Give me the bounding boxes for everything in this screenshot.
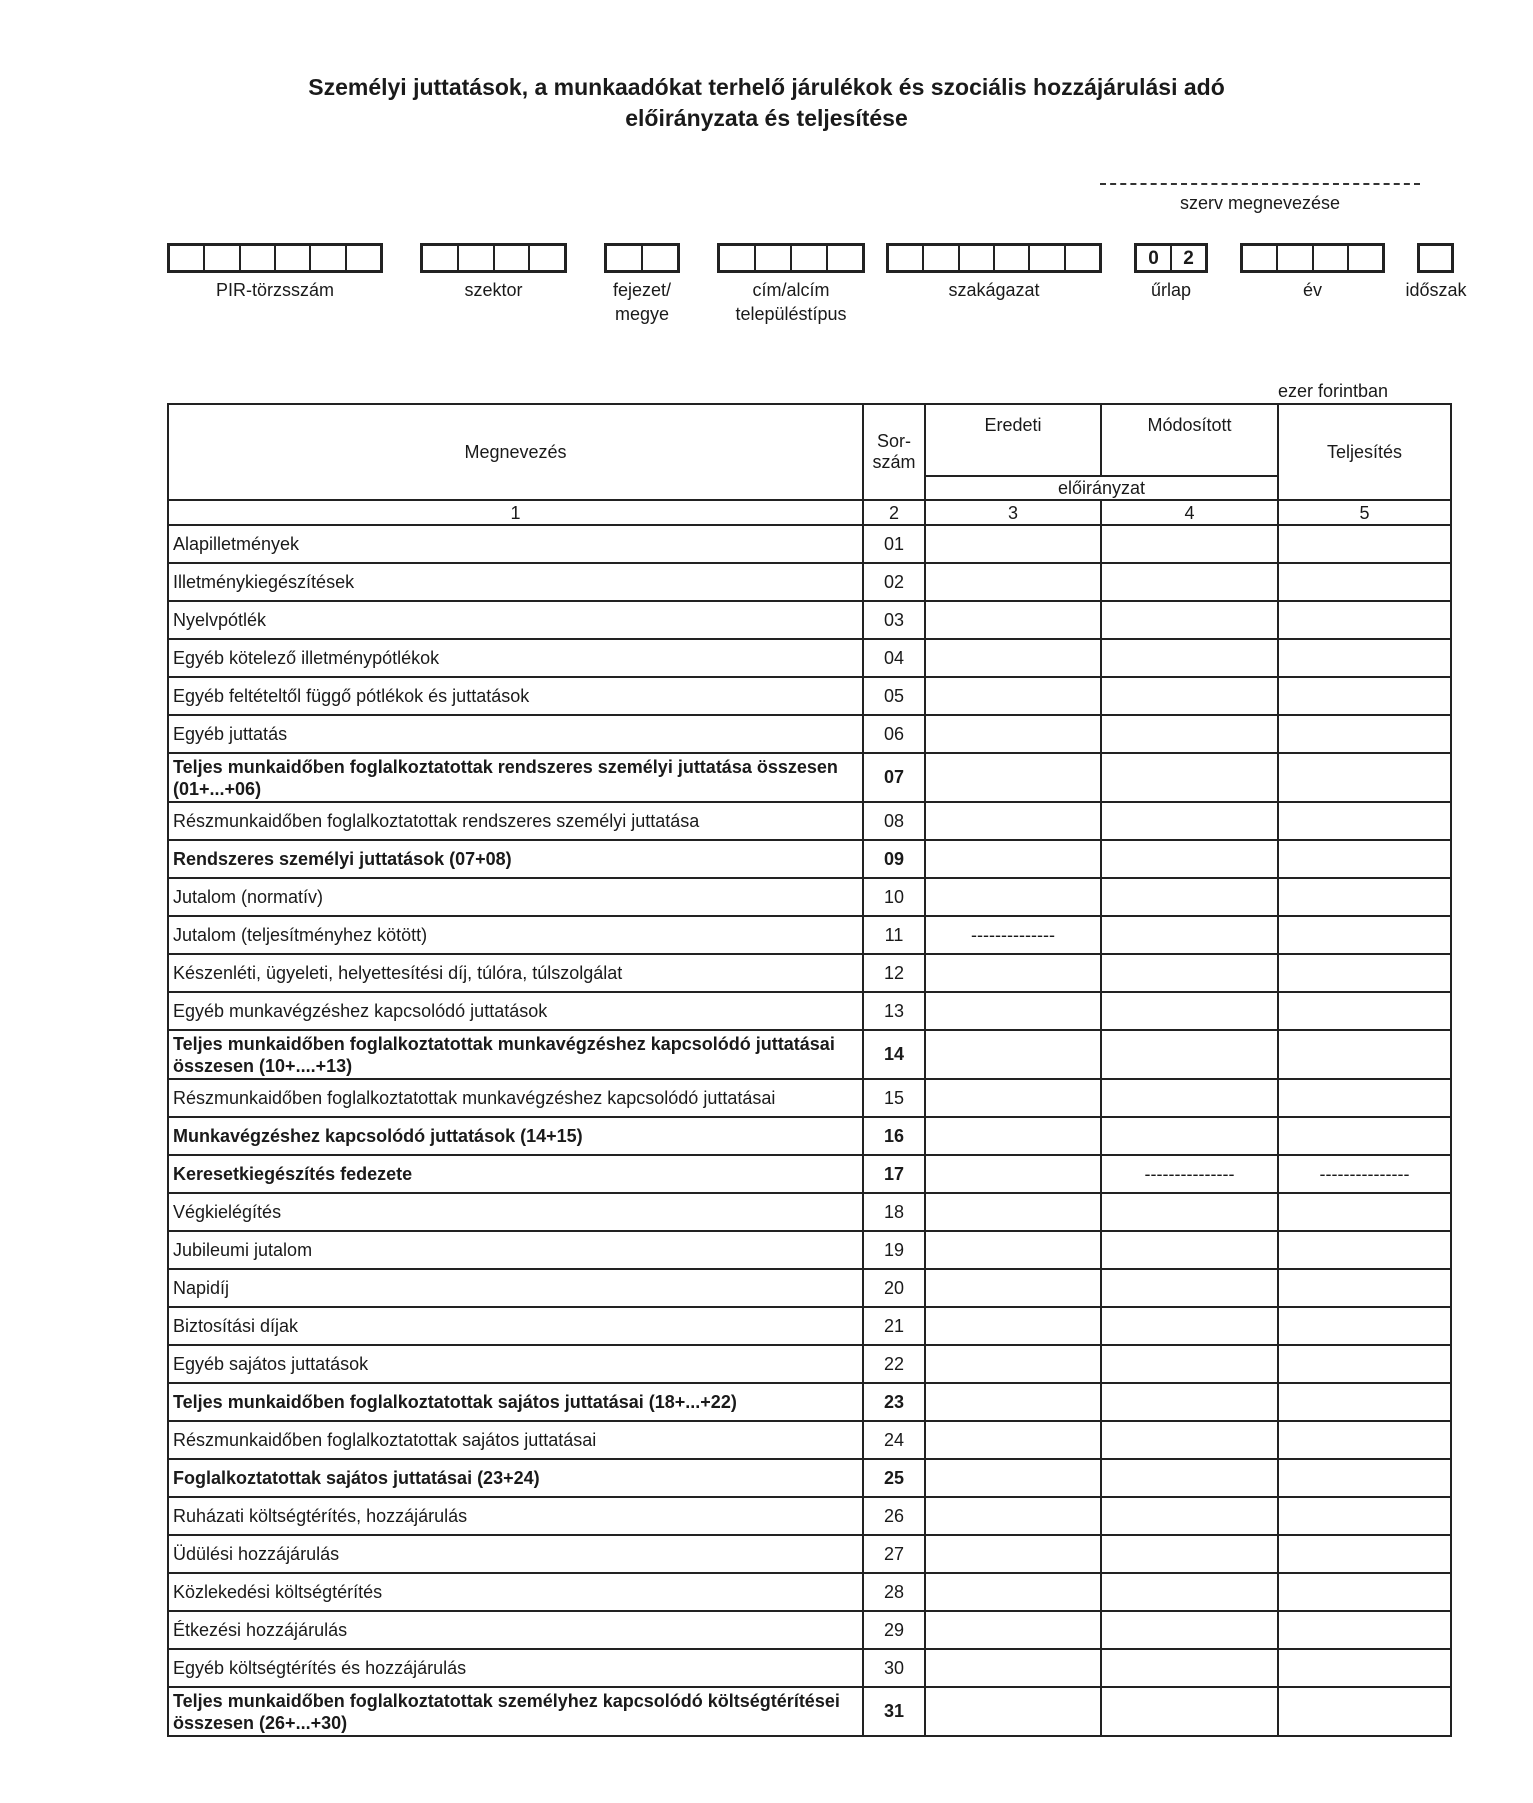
value-modositott[interactable]: [1101, 1345, 1278, 1383]
table-row: [168, 1573, 1451, 1611]
row-name: Üdülési hozzájárulás: [168, 1535, 863, 1573]
row-name: Alapilletmények: [168, 525, 863, 563]
value-teljesites[interactable]: [1278, 992, 1451, 1030]
table-row: [168, 916, 1451, 954]
id-field-box[interactable]: [886, 243, 1102, 273]
value-modositott[interactable]: ---------------: [1101, 1155, 1278, 1193]
value-modositott[interactable]: [1101, 992, 1278, 1030]
row-number: 12: [863, 954, 925, 992]
value-teljesites[interactable]: [1278, 1231, 1451, 1269]
value-modositott[interactable]: [1101, 1269, 1278, 1307]
row-name: Ruházati költségtérítés, hozzájárulás: [168, 1497, 863, 1535]
value-modositott[interactable]: [1101, 1117, 1278, 1155]
id-field-cell[interactable]: [457, 246, 493, 270]
row-name: Munkavégzéshez kapcsolódó juttatások (14+15): [168, 1117, 863, 1155]
value-modositott[interactable]: [1101, 1687, 1278, 1736]
value-teljesites[interactable]: [1278, 954, 1451, 992]
row-number: 24: [863, 1421, 925, 1459]
id-field-cell[interactable]: [1420, 246, 1451, 270]
value-teljesites[interactable]: [1278, 1421, 1451, 1459]
id-field-cell[interactable]: [493, 246, 529, 270]
id-field-cell[interactable]: [889, 246, 922, 270]
value-modositott[interactable]: [1101, 1649, 1278, 1687]
id-field-label: PIR-törzsszám: [215, 280, 334, 300]
table-row: [168, 1193, 1451, 1231]
value-modositott[interactable]: [1101, 1421, 1278, 1459]
row-name: Teljes munkaidőben foglalkoztatottak sajátos juttatásai (18+...+22): [168, 1383, 863, 1421]
table-row: [168, 878, 1451, 916]
column-number: 5: [1278, 500, 1451, 525]
id-field-box[interactable]: [604, 243, 680, 273]
id-field-cell[interactable]: [1243, 246, 1276, 270]
table-row: [168, 601, 1451, 639]
table-row: [168, 715, 1451, 753]
row-name: Részmunkaidőben foglalkoztatottak rendszeres személyi juttatása: [168, 802, 863, 840]
id-field-label: időszak: [1405, 280, 1467, 300]
id-field-cell[interactable]: [239, 246, 274, 270]
value-modositott[interactable]: [1101, 1497, 1278, 1535]
id-field-cell[interactable]: [1064, 246, 1099, 270]
id-field-box[interactable]: [1134, 243, 1208, 273]
row-name: Teljes munkaidőben foglalkoztatottak személyhez kapcsolódó költségtérítései összesen (26+...+30): [168, 1687, 863, 1736]
appropriation-table: [167, 403, 1452, 1737]
org-name-line[interactable]: [1100, 183, 1420, 185]
row-number: 29: [863, 1611, 925, 1649]
value-teljesites[interactable]: [1278, 715, 1451, 753]
row-number: 17: [863, 1155, 925, 1193]
value-teljesites[interactable]: [1278, 601, 1451, 639]
value-eredeti[interactable]: [925, 802, 1101, 840]
row-number: 15: [863, 1079, 925, 1117]
row-number: 07: [863, 753, 925, 802]
row-name: Egyéb juttatás: [168, 715, 863, 753]
id-field-cell[interactable]: [1312, 246, 1347, 270]
header-name: Megnevezés: [168, 404, 863, 500]
table-row: [168, 1117, 1451, 1155]
row-name: Közlekedési költségtérítés: [168, 1573, 863, 1611]
row-name: Részmunkaidőben foglalkoztatottak munkavégzéshez kapcsolódó juttatásai: [168, 1079, 863, 1117]
value-eredeti[interactable]: [925, 1535, 1101, 1573]
row-name: Keresetkiegészítés fedezete: [168, 1155, 863, 1193]
row-name: Jubileumi jutalom: [168, 1231, 863, 1269]
id-field-box[interactable]: [717, 243, 865, 273]
id-field-label: cím/alcím településtípus: [735, 280, 847, 324]
row-number: 05: [863, 677, 925, 715]
header-modositott: Módosított: [1101, 404, 1278, 476]
value-teljesites[interactable]: [1278, 1573, 1451, 1611]
value-eredeti[interactable]: [925, 1030, 1101, 1079]
value-modositott[interactable]: [1101, 840, 1278, 878]
id-field-cell[interactable]: [958, 246, 993, 270]
header-row-number: Sor- szám: [863, 404, 925, 500]
id-field-box[interactable]: [1417, 243, 1454, 273]
table-row: [168, 1687, 1451, 1736]
row-name: Végkielégítés: [168, 1193, 863, 1231]
id-field-cell[interactable]: [528, 246, 564, 270]
value-modositott[interactable]: [1101, 753, 1278, 802]
value-eredeti[interactable]: [925, 1611, 1101, 1649]
id-field-label: év: [1302, 280, 1322, 300]
row-number: 13: [863, 992, 925, 1030]
id-field-cell[interactable]: [607, 246, 641, 270]
value-eredeti[interactable]: [925, 1345, 1101, 1383]
value-modositott[interactable]: [1101, 1193, 1278, 1231]
row-number: 22: [863, 1345, 925, 1383]
row-number: 30: [863, 1649, 925, 1687]
id-field-label: űrlap: [1150, 280, 1192, 300]
row-number: 16: [863, 1117, 925, 1155]
value-modositott[interactable]: [1101, 563, 1278, 601]
value-teljesites[interactable]: [1278, 1649, 1451, 1687]
value-modositott[interactable]: [1101, 1079, 1278, 1117]
org-name-label: szerv megnevezése: [1179, 193, 1341, 213]
value-eredeti[interactable]: [925, 1117, 1101, 1155]
row-name: Teljes munkaidőben foglalkoztatottak munkavégzéshez kapcsolódó juttatásai összesen (10+....+13): [168, 1030, 863, 1079]
value-teljesites[interactable]: [1278, 878, 1451, 916]
row-name: Rendszeres személyi juttatások (07+08): [168, 840, 863, 878]
row-number: 10: [863, 878, 925, 916]
value-teljesites[interactable]: [1278, 1497, 1451, 1535]
id-field-box[interactable]: [1240, 243, 1385, 273]
value-eredeti[interactable]: [925, 992, 1101, 1030]
id-field-cell[interactable]: [309, 246, 344, 270]
row-name: Jutalom (normatív): [168, 878, 863, 916]
value-modositott[interactable]: [1101, 1459, 1278, 1497]
value-eredeti[interactable]: [925, 639, 1101, 677]
row-number: 27: [863, 1535, 925, 1573]
value-teljesites[interactable]: [1278, 1079, 1451, 1117]
table-row: [168, 1535, 1451, 1573]
id-field-cell[interactable]: [993, 246, 1028, 270]
id-field-cell[interactable]: 0: [1148, 248, 1159, 269]
value-teljesites[interactable]: [1278, 1345, 1451, 1383]
row-name: Biztosítási díjak: [168, 1307, 863, 1345]
form-title-line2: előirányzata és teljesítése: [625, 105, 908, 131]
value-eredeti[interactable]: [925, 878, 1101, 916]
value-eredeti[interactable]: [925, 1079, 1101, 1117]
value-teljesites[interactable]: [1278, 1030, 1451, 1079]
value-eredeti[interactable]: [925, 840, 1101, 878]
value-teljesites[interactable]: [1278, 1611, 1451, 1649]
table-row: [168, 1231, 1451, 1269]
row-number: 01: [863, 525, 925, 563]
row-name: Egyéb feltételtől függő pótlékok és juttatások: [168, 677, 863, 715]
value-modositott[interactable]: [1101, 1231, 1278, 1269]
id-field-cell[interactable]: [641, 246, 677, 270]
row-name: Egyéb kötelező illetménypótlékok: [168, 639, 863, 677]
row-name: Étkezési hozzájárulás: [168, 1611, 863, 1649]
value-teljesites[interactable]: [1278, 916, 1451, 954]
column-number: 4: [1101, 500, 1278, 525]
table-row: [168, 1079, 1451, 1117]
id-field-cell[interactable]: [170, 246, 203, 270]
value-teljesites[interactable]: [1278, 563, 1451, 601]
table-row: [168, 639, 1451, 677]
value-eredeti[interactable]: [925, 1269, 1101, 1307]
id-field-cell[interactable]: [345, 246, 380, 270]
id-field-cell[interactable]: [274, 246, 309, 270]
value-modositott[interactable]: [1101, 802, 1278, 840]
row-name: Egyéb sajátos juttatások: [168, 1345, 863, 1383]
column-number: 3: [925, 500, 1101, 525]
unit-label: ezer forintban: [1278, 381, 1389, 401]
value-teljesites[interactable]: [1278, 840, 1451, 878]
value-modositott[interactable]: [1101, 1307, 1278, 1345]
row-number: 21: [863, 1307, 925, 1345]
table-row: [168, 1383, 1451, 1421]
column-number: 1: [168, 500, 863, 525]
row-number: 02: [863, 563, 925, 601]
column-number: 2: [863, 500, 925, 525]
value-eredeti[interactable]: [925, 601, 1101, 639]
form-title: [0, 72, 1533, 134]
value-teljesites[interactable]: ---------------: [1278, 1155, 1451, 1193]
row-number: 19: [863, 1231, 925, 1269]
id-field-cell[interactable]: [720, 246, 754, 270]
row-number: 31: [863, 1687, 925, 1736]
row-number: 08: [863, 802, 925, 840]
value-modositott[interactable]: [1101, 1383, 1278, 1421]
row-name: Egyéb munkavégzéshez kapcsolódó juttatások: [168, 992, 863, 1030]
table-row: [168, 1459, 1451, 1497]
row-number: 25: [863, 1459, 925, 1497]
value-eredeti[interactable]: [925, 563, 1101, 601]
value-teljesites[interactable]: [1278, 753, 1451, 802]
table-row: [168, 1611, 1451, 1649]
value-teljesites[interactable]: [1278, 677, 1451, 715]
value-eredeti[interactable]: [925, 753, 1101, 802]
row-name: Jutalom (teljesítményhez kötött): [168, 916, 863, 954]
value-modositott[interactable]: [1101, 1030, 1278, 1079]
value-eredeti[interactable]: [925, 1231, 1101, 1269]
row-name: Teljes munkaidőben foglalkoztatottak rendszeres személyi juttatása összesen (01+...+06): [168, 753, 863, 802]
value-modositott[interactable]: [1101, 601, 1278, 639]
header-teljesites: Teljesítés: [1278, 404, 1451, 500]
value-modositott[interactable]: [1101, 639, 1278, 677]
value-eredeti[interactable]: --------------: [925, 916, 1101, 954]
value-eredeti[interactable]: [925, 1649, 1101, 1687]
value-teljesites[interactable]: [1278, 1535, 1451, 1573]
id-field-label: szakágazat: [948, 280, 1040, 300]
value-eredeti[interactable]: [925, 954, 1101, 992]
id-field-cell[interactable]: 2: [1170, 246, 1205, 270]
id-field-label: fejezet/ megye: [612, 280, 672, 324]
table-row: [168, 1307, 1451, 1345]
header-eredeti: Eredeti: [925, 404, 1101, 476]
row-number: 18: [863, 1193, 925, 1231]
table-row: [168, 992, 1451, 1030]
row-number: 11: [863, 916, 925, 954]
id-field-cell[interactable]: [1276, 246, 1311, 270]
id-field-cell[interactable]: [423, 246, 457, 270]
form-title-line1: Személyi juttatások, a munkaadókat terhelő járulékok és szociális hozzájárulási adó: [308, 74, 1225, 100]
id-field-box[interactable]: [420, 243, 567, 273]
id-field-label: szektor: [464, 280, 523, 300]
value-modositott[interactable]: [1101, 954, 1278, 992]
table-row: [168, 1421, 1451, 1459]
value-eredeti[interactable]: [925, 1307, 1101, 1345]
id-field-cell[interactable]: [790, 246, 826, 270]
value-teljesites[interactable]: [1278, 1117, 1451, 1155]
value-eredeti[interactable]: [925, 1421, 1101, 1459]
table-row: [168, 802, 1451, 840]
row-number: 20: [863, 1269, 925, 1307]
value-modositott[interactable]: [1101, 1611, 1278, 1649]
value-eredeti[interactable]: [925, 1573, 1101, 1611]
value-modositott[interactable]: [1101, 525, 1278, 563]
row-number: 09: [863, 840, 925, 878]
row-number: 14: [863, 1030, 925, 1079]
table-row: [168, 840, 1451, 878]
row-name: Illetménykiegészítések: [168, 563, 863, 601]
value-teljesites[interactable]: [1278, 525, 1451, 563]
table-row: [168, 1497, 1451, 1535]
row-name: Készenléti, ügyeleti, helyettesítési díj, túlóra, túlszolgálat: [168, 954, 863, 992]
value-teljesites[interactable]: [1278, 639, 1451, 677]
table-row: [168, 563, 1451, 601]
value-eredeti[interactable]: [925, 715, 1101, 753]
table-row: [168, 677, 1451, 715]
value-eredeti[interactable]: [925, 1687, 1101, 1736]
id-field-box[interactable]: [167, 243, 383, 273]
value-modositott[interactable]: [1101, 916, 1278, 954]
row-number: 28: [863, 1573, 925, 1611]
value-modositott[interactable]: [1101, 677, 1278, 715]
row-name: Napidíj: [168, 1269, 863, 1307]
value-teljesites[interactable]: [1278, 1383, 1451, 1421]
value-teljesites[interactable]: [1278, 1687, 1451, 1736]
id-field-cell[interactable]: [826, 246, 862, 270]
id-field-cell[interactable]: [1028, 246, 1063, 270]
row-number: 26: [863, 1497, 925, 1535]
table-row: [168, 954, 1451, 992]
value-modositott[interactable]: [1101, 715, 1278, 753]
table-row: [168, 1155, 1451, 1193]
table-row: [168, 525, 1451, 563]
row-number: 23: [863, 1383, 925, 1421]
value-teljesites[interactable]: [1278, 1193, 1451, 1231]
row-name: Foglalkoztatottak sajátos juttatásai (23+24): [168, 1459, 863, 1497]
row-name: Nyelvpótlék: [168, 601, 863, 639]
value-teljesites[interactable]: [1278, 1269, 1451, 1307]
row-number: 03: [863, 601, 925, 639]
value-eredeti[interactable]: [925, 525, 1101, 563]
id-field-cell[interactable]: [754, 246, 790, 270]
table-row: [168, 1345, 1451, 1383]
id-field-cell[interactable]: [1347, 246, 1382, 270]
table-row: [168, 1030, 1451, 1079]
value-eredeti[interactable]: [925, 677, 1101, 715]
value-eredeti[interactable]: [925, 1193, 1101, 1231]
table-row: [168, 1649, 1451, 1687]
value-modositott[interactable]: [1101, 878, 1278, 916]
value-modositott[interactable]: [1101, 1573, 1278, 1611]
value-teljesites[interactable]: [1278, 802, 1451, 840]
header-eloiranyzat: előirányzat: [925, 476, 1278, 500]
value-teljesites[interactable]: [1278, 1307, 1451, 1345]
table-row: [168, 753, 1451, 802]
table-row: [168, 1269, 1451, 1307]
row-name: Részmunkaidőben foglalkoztatottak sajátos juttatásai: [168, 1421, 863, 1459]
value-eredeti[interactable]: [925, 1383, 1101, 1421]
value-eredeti[interactable]: [925, 1459, 1101, 1497]
id-field-cell[interactable]: [203, 246, 238, 270]
value-eredeti[interactable]: [925, 1497, 1101, 1535]
row-number: 04: [863, 639, 925, 677]
value-teljesites[interactable]: [1278, 1459, 1451, 1497]
value-eredeti[interactable]: [925, 1155, 1101, 1193]
row-name: Egyéb költségtérítés és hozzájárulás: [168, 1649, 863, 1687]
row-number: 06: [863, 715, 925, 753]
id-field-cell[interactable]: [922, 246, 957, 270]
value-modositott[interactable]: [1101, 1535, 1278, 1573]
